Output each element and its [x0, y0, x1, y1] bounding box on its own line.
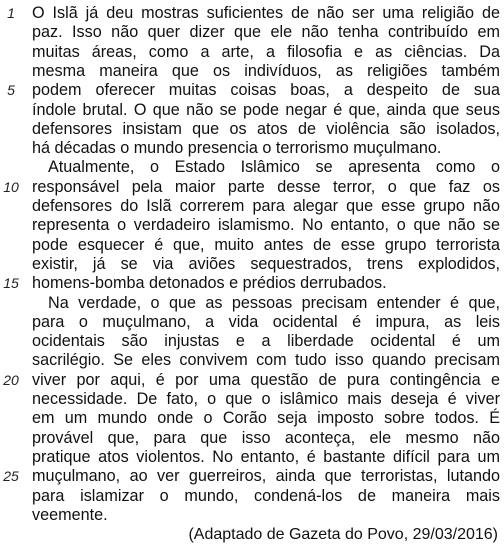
line-text: para o muçulmano, a vida ocidental é impura, as leis: [32, 312, 500, 331]
line-number: 1: [7, 5, 15, 21]
text-line: [0, 119, 504, 140]
line-number: 15: [3, 275, 19, 292]
text-line: [0, 80, 504, 101]
line-number: 5: [7, 82, 15, 99]
line-text: veemente.: [32, 505, 108, 524]
line-number: 20: [3, 371, 19, 388]
line-text: muçulmano, ao ver guerreiros, ainda que terroristas, lutando: [32, 467, 500, 486]
text-line: [0, 408, 504, 429]
text-line: [0, 505, 504, 526]
line-text: mesma maneira que os indivíduos, as religiões também: [32, 61, 500, 80]
line-text: podem oferecer muitas coisas boas, a despeito de sua: [32, 81, 500, 100]
line-number: 10: [3, 178, 19, 195]
line-text: necessidade. De fato, o que o islâmico mais deseja é viver: [32, 390, 500, 408]
line-text: muitas áreas, como a arte, a filosofia e as ciências. Da: [32, 42, 500, 61]
text-line: [0, 428, 504, 449]
text-line: [0, 100, 504, 121]
text-line: [0, 22, 504, 43]
text-line: [0, 196, 504, 217]
text-line: [0, 42, 504, 63]
text-line: [0, 389, 504, 410]
line-text: sacrilégio. Se eles convivem com tudo isso quando precisam: [32, 351, 500, 370]
line-text: ocidentais são injustas e a liberdade ocidental é um: [32, 332, 500, 351]
text-line: [0, 273, 504, 294]
line-text: Na verdade, o que as pessoas precisam entender é que,: [48, 293, 500, 312]
line-text: índole brutal. O que não se pode negar é que, ainda que seus: [32, 100, 500, 119]
line-text: viver por aqui, é por uma questão de pura contingência e: [32, 370, 500, 389]
line-text: O Islã já deu mostras suficientes de não ser uma religião de: [32, 4, 500, 22]
line-text: paz. Isso não quer dizer que ele não tenha contribuído em: [32, 23, 500, 42]
text-line: [0, 235, 504, 256]
line-text: para islamizar o mundo, condená-los de maneira mais: [32, 486, 500, 505]
line-text: homens-bomba detonados e prédios derrubados.: [32, 274, 387, 293]
text-line: [0, 350, 504, 371]
text-line: [0, 177, 504, 198]
line-text: em um mundo onde o Corão seja imposto sobre todos. É: [32, 409, 500, 428]
line-text: há décadas o mundo presencia o terrorismo muçulmano.: [32, 139, 442, 158]
line-text: pode esquecer é que, muito antes de esse grupo terrorista: [32, 235, 500, 254]
text-line: [0, 312, 504, 333]
text-line: [0, 447, 504, 468]
text-line: [0, 157, 504, 178]
line-text: pratique atos violentos. No entanto, é bastante difícil para um: [32, 447, 500, 466]
line-text: existir, já se via aviões sequestrados, trens explodidos,: [32, 254, 500, 273]
line-number: 25: [3, 468, 19, 485]
text-line: [0, 215, 504, 236]
text-line: [0, 331, 504, 352]
line-text: Atualmente, o Estado Islâmico se apresenta como o: [48, 158, 500, 177]
line-text: provável que, para que isso aconteça, ele mesmo não: [32, 428, 500, 447]
line-text: defensores do Islã correrem para alegar que esse grupo não: [32, 197, 500, 215]
text-line: [0, 138, 504, 159]
text-line: [0, 254, 504, 275]
text-line: [0, 61, 504, 82]
text-line: [0, 3, 504, 24]
text-line: [0, 370, 504, 391]
text-line: [0, 486, 504, 507]
line-text: representa o verdadeiro islamismo. No entanto, o que não se: [32, 216, 500, 235]
source-citation: (Adaptado de Gazeta do Povo, 29/03/2016): [188, 526, 498, 543]
text-line: [0, 293, 504, 314]
text-line: [0, 466, 504, 487]
line-text: responsável pela maior parte desse terror, o que faz os: [32, 177, 500, 196]
line-text: defensores insistam que os atos de violência são isolados,: [32, 119, 500, 138]
